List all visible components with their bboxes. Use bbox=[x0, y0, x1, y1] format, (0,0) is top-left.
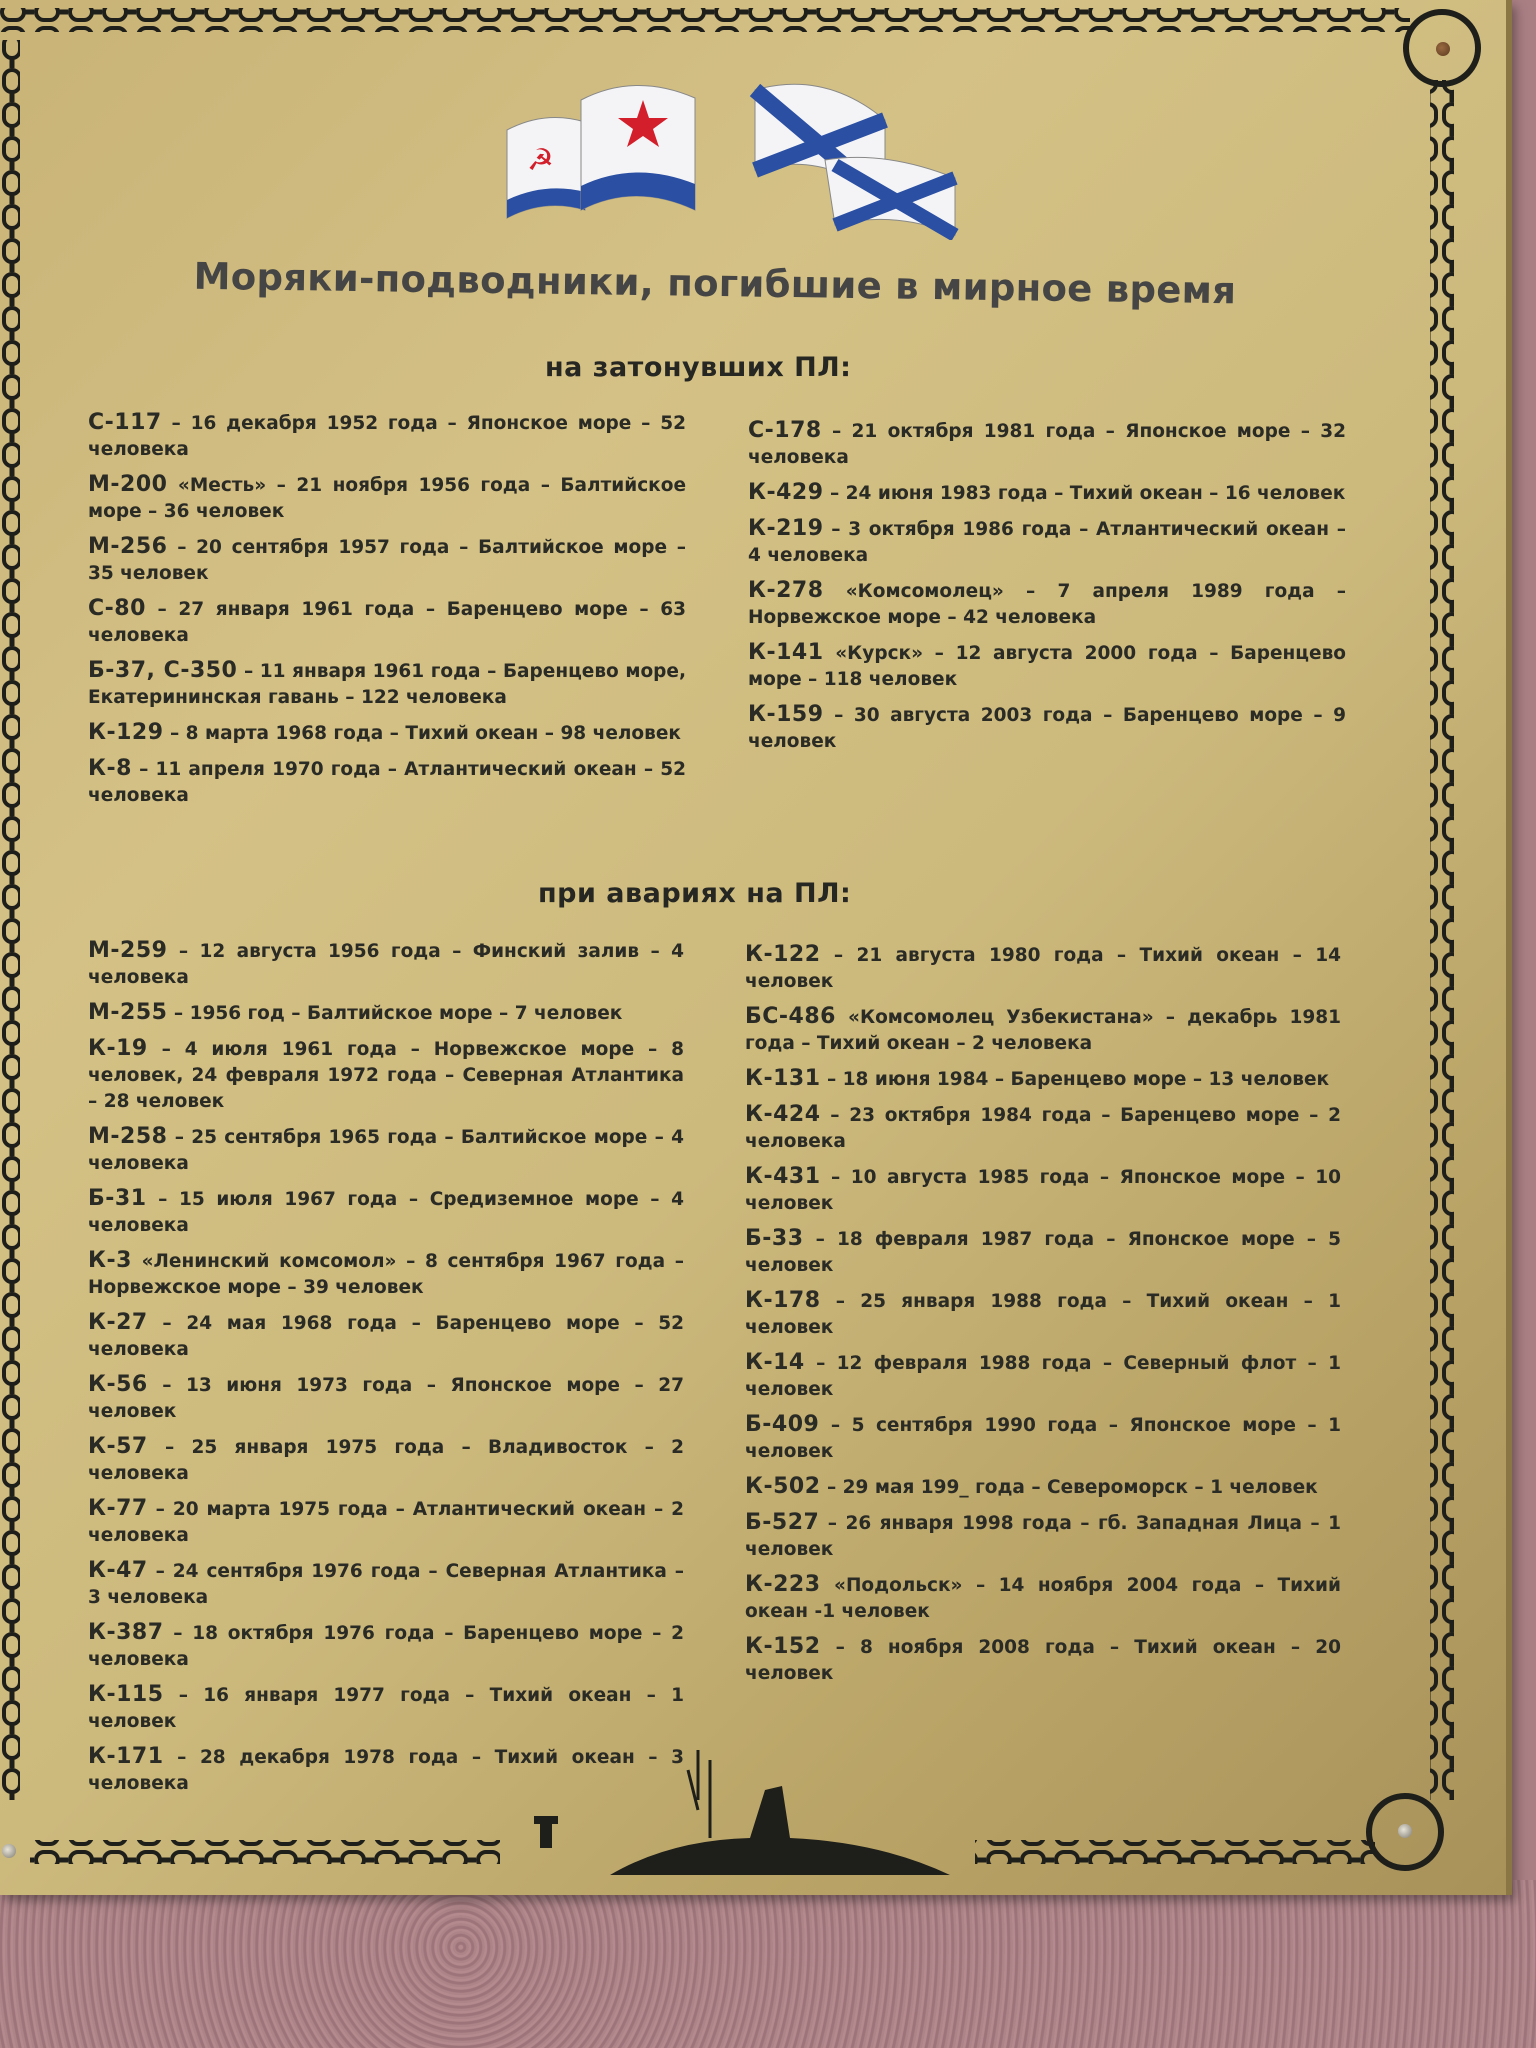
entry-text: – 3 октября 1986 года – Атлантический океан – 4 человека bbox=[748, 519, 1346, 566]
memorial-entry bbox=[745, 1474, 1341, 1501]
submarine-code: С-178 bbox=[748, 418, 822, 443]
entry-text: – 26 января 1998 года – гб. Западная Лица – 1 человек bbox=[745, 1513, 1341, 1560]
submarine-code: К-129 bbox=[88, 720, 164, 745]
entry-text: «Комсомолец» – 7 апреля 1989 года – Норвежское море – 42 человека bbox=[748, 581, 1346, 628]
submarine-code: М-256 bbox=[88, 534, 168, 559]
memorial-entry bbox=[88, 1000, 684, 1027]
submarine-code: К-278 bbox=[748, 578, 824, 603]
submarine-code: К-3 bbox=[88, 1248, 132, 1273]
submarine-code: К-387 bbox=[88, 1620, 164, 1645]
entry-text: – 24 июня 1983 года – Тихий океан – 16 человек bbox=[823, 483, 1346, 504]
submarine-code: К-131 bbox=[745, 1066, 821, 1091]
entry-text: «Месть» – 21 ноября 1956 года – Балтийское море – 36 человек bbox=[88, 475, 686, 522]
entry-text: – 21 августа 1980 года – Тихий океан – 14 человек bbox=[745, 945, 1341, 992]
entry-text: – 16 января 1977 года – Тихий океан – 1 человек bbox=[88, 1685, 684, 1732]
memorial-entry bbox=[88, 1620, 684, 1673]
memorial-entry bbox=[88, 410, 686, 463]
submarine-code: Б-527 bbox=[745, 1510, 820, 1535]
memorial-entry bbox=[88, 1310, 684, 1363]
entry-text: – 8 ноября 2008 года – Тихий океан – 20 человек bbox=[745, 1637, 1341, 1684]
entry-text: «Комсомолец Узбекистана» – декабрь 1981 года – Тихий океан – 2 человека bbox=[745, 1007, 1341, 1054]
submarine-icon bbox=[520, 1750, 960, 1880]
submarine-code: М-255 bbox=[88, 1000, 168, 1025]
memorial-entry bbox=[745, 1510, 1341, 1563]
entry-text: – 28 декабря 1978 года – Тихий океан – 3 человека bbox=[88, 1747, 684, 1794]
sunken-left-column bbox=[88, 410, 686, 818]
hammer-sickle-icon: ☭ bbox=[527, 143, 554, 178]
entry-text: – 8 марта 1968 года – Тихий океан – 98 человек bbox=[163, 723, 681, 744]
entry-text: – 20 марта 1975 года – Атлантический океан – 2 человека bbox=[88, 1499, 684, 1546]
submarine-code: К-122 bbox=[745, 942, 821, 967]
entry-text: «Ленинский комсомол» – 8 сентября 1967 года – Норвежское море – 39 человек bbox=[88, 1251, 684, 1298]
memorial-entry bbox=[748, 480, 1346, 507]
memorial-entry bbox=[745, 1412, 1341, 1465]
memorial-entry bbox=[88, 658, 686, 711]
entry-text: – 25 сентября 1965 года – Балтийское море – 4 человека bbox=[88, 1127, 684, 1174]
entry-text: – 1956 год – Балтийское море – 7 человек bbox=[167, 1003, 623, 1024]
memorial-entry bbox=[88, 1124, 684, 1177]
entry-text: – 29 мая 199_ года – Североморск – 1 человек bbox=[820, 1477, 1318, 1498]
entry-text: – 11 января 1961 года – Баренцево море, Екатерининская гавань – 122 человека bbox=[88, 661, 687, 708]
submarine-code: М-258 bbox=[88, 1124, 168, 1149]
submarine-code: К-223 bbox=[745, 1572, 821, 1597]
submarine-code: К-47 bbox=[88, 1558, 148, 1583]
memorial-entry bbox=[88, 1434, 684, 1487]
entry-text: – 11 апреля 1970 года – Атлантический океан – 52 человека bbox=[88, 759, 686, 806]
memorial-entry bbox=[88, 472, 686, 525]
memorial-entry bbox=[748, 578, 1346, 631]
memorial-entry bbox=[745, 1634, 1341, 1687]
submarine-code: К-171 bbox=[88, 1744, 164, 1769]
memorial-entry bbox=[745, 1102, 1341, 1155]
sunken-right-column bbox=[748, 418, 1346, 764]
submarine-code: К-424 bbox=[745, 1102, 821, 1127]
submarine-code: Б-31 bbox=[88, 1186, 147, 1211]
submarine-code: К-27 bbox=[88, 1310, 148, 1335]
entry-text: – 18 февраля 1987 года – Японское море – 5 человек bbox=[745, 1229, 1341, 1276]
memorial-entry bbox=[745, 1350, 1341, 1403]
memorial-entry bbox=[88, 596, 686, 649]
accidents-heading: при авариях на ПЛ: bbox=[538, 878, 852, 909]
submarine-code: К-219 bbox=[748, 516, 824, 541]
entry-text: – 27 января 1961 года – Баренцево море – 63 человека bbox=[88, 599, 686, 646]
entry-text: – 4 июля 1961 года – Норвежское море – 8 человек, 24 февраля 1972 года – Северная Атлантика – 28 человек bbox=[88, 1039, 684, 1112]
submarine-code: К-178 bbox=[745, 1288, 821, 1313]
submarine-code: К-56 bbox=[88, 1372, 148, 1397]
memorial-entry bbox=[745, 1066, 1341, 1093]
rivet bbox=[1436, 42, 1450, 56]
submarine-code: К-141 bbox=[748, 640, 824, 665]
memorial-entry bbox=[88, 1682, 684, 1735]
entry-text: – 12 августа 1956 года – Финский залив – 4 человека bbox=[88, 941, 684, 988]
submarine-code: Б-33 bbox=[745, 1226, 804, 1251]
entry-text: – 15 июля 1967 года – Средиземное море – 4 человека bbox=[88, 1189, 684, 1236]
memorial-entry bbox=[748, 516, 1346, 569]
rivet bbox=[2, 1844, 16, 1858]
memorial-entry bbox=[88, 534, 686, 587]
entry-text: – 25 января 1975 года – Владивосток – 2 человека bbox=[88, 1437, 684, 1484]
memorial-entry bbox=[88, 1558, 684, 1611]
memorial-entry bbox=[88, 1248, 684, 1301]
navy-flags bbox=[505, 60, 965, 240]
submarine-code: К-429 bbox=[748, 480, 824, 505]
memorial-entry bbox=[88, 938, 684, 991]
entry-text: «Курск» – 12 августа 2000 года – Баренцево море – 118 человек bbox=[748, 643, 1346, 690]
entry-text: – 12 февраля 1988 года – Северный флот – 1 человек bbox=[745, 1353, 1341, 1400]
memorial-entry bbox=[88, 1036, 684, 1115]
sunken-heading: на затонувших ПЛ: bbox=[545, 352, 852, 383]
entry-text: – 18 октября 1976 года – Баренцево море – 2 человека bbox=[88, 1623, 684, 1670]
submarine-code: К-115 bbox=[88, 1682, 164, 1707]
entry-text: – 10 августа 1985 года – Японское море – 10 человек bbox=[745, 1167, 1341, 1214]
submarine-code: БС-486 bbox=[745, 1004, 836, 1029]
accidents-right-column bbox=[745, 942, 1341, 1696]
submarine-code: С-117 bbox=[88, 410, 162, 435]
accidents-left-column bbox=[88, 938, 684, 1806]
submarine-code: К-502 bbox=[745, 1474, 821, 1499]
submarine-code: М-259 bbox=[88, 938, 168, 963]
submarine-code: К-19 bbox=[88, 1036, 148, 1061]
submarine-code: К-8 bbox=[88, 756, 132, 781]
memorial-entry bbox=[88, 1186, 684, 1239]
memorial-entry bbox=[745, 942, 1341, 995]
memorial-entry bbox=[748, 640, 1346, 693]
memorial-entry bbox=[745, 1164, 1341, 1217]
entry-text: – 16 декабря 1952 года – Японское море – 52 человека bbox=[88, 413, 686, 460]
entry-text: – 25 января 1988 года – Тихий океан – 1 человек bbox=[745, 1291, 1341, 1338]
submarine-code: К-57 bbox=[88, 1434, 148, 1459]
submarine-code: К-431 bbox=[745, 1164, 821, 1189]
granite-ground bbox=[0, 1880, 1536, 2048]
entry-text: – 20 сентября 1957 года – Балтийское море – 35 человек bbox=[88, 537, 686, 584]
entry-text: – 5 сентября 1990 года – Японское море – 1 человек bbox=[745, 1415, 1341, 1462]
entry-text: – 23 октября 1984 года – Баренцево море – 2 человека bbox=[745, 1105, 1341, 1152]
memorial-entry bbox=[745, 1288, 1341, 1341]
memorial-entry bbox=[748, 702, 1346, 755]
rivet bbox=[1398, 1824, 1412, 1838]
submarine-code: Б-409 bbox=[745, 1412, 820, 1437]
memorial-entry bbox=[745, 1004, 1341, 1057]
submarine-code: Б-37, С-350 bbox=[88, 658, 238, 683]
memorial-entry bbox=[88, 756, 686, 809]
entry-text: «Подольск» – 14 ноября 2004 года – Тихий океан -1 человек bbox=[745, 1575, 1341, 1622]
submarine-code: М-200 bbox=[88, 472, 168, 497]
submarine-code: К-159 bbox=[748, 702, 824, 727]
memorial-entry bbox=[745, 1226, 1341, 1279]
entry-text: – 30 августа 2003 года – Баренцево море – 9 человек bbox=[748, 705, 1346, 752]
memorial-entry bbox=[88, 1372, 684, 1425]
submarine-code: К-14 bbox=[745, 1350, 805, 1375]
submarine-code: К-152 bbox=[745, 1634, 821, 1659]
memorial-entry bbox=[748, 418, 1346, 471]
entry-text: – 21 октября 1981 года – Японское море – 32 человека bbox=[748, 421, 1346, 468]
submarine-code: С-80 bbox=[88, 596, 146, 621]
entry-text: – 13 июня 1973 года – Японское море – 27 человек bbox=[88, 1375, 684, 1422]
entry-text: – 24 сентября 1976 года – Северная Атлантика – 3 человека bbox=[88, 1561, 684, 1608]
entry-text: – 18 июня 1984 – Баренцево море – 13 человек bbox=[820, 1069, 1330, 1090]
entry-text: – 24 мая 1968 года – Баренцево море – 52 человека bbox=[88, 1313, 684, 1360]
memorial-entry bbox=[88, 720, 686, 747]
memorial-entry bbox=[88, 1496, 684, 1549]
memorial-entry bbox=[745, 1572, 1341, 1625]
page-title: Моряки-подводники, погибшие в мирное время bbox=[193, 254, 1237, 313]
submarine-code: К-77 bbox=[88, 1496, 148, 1521]
